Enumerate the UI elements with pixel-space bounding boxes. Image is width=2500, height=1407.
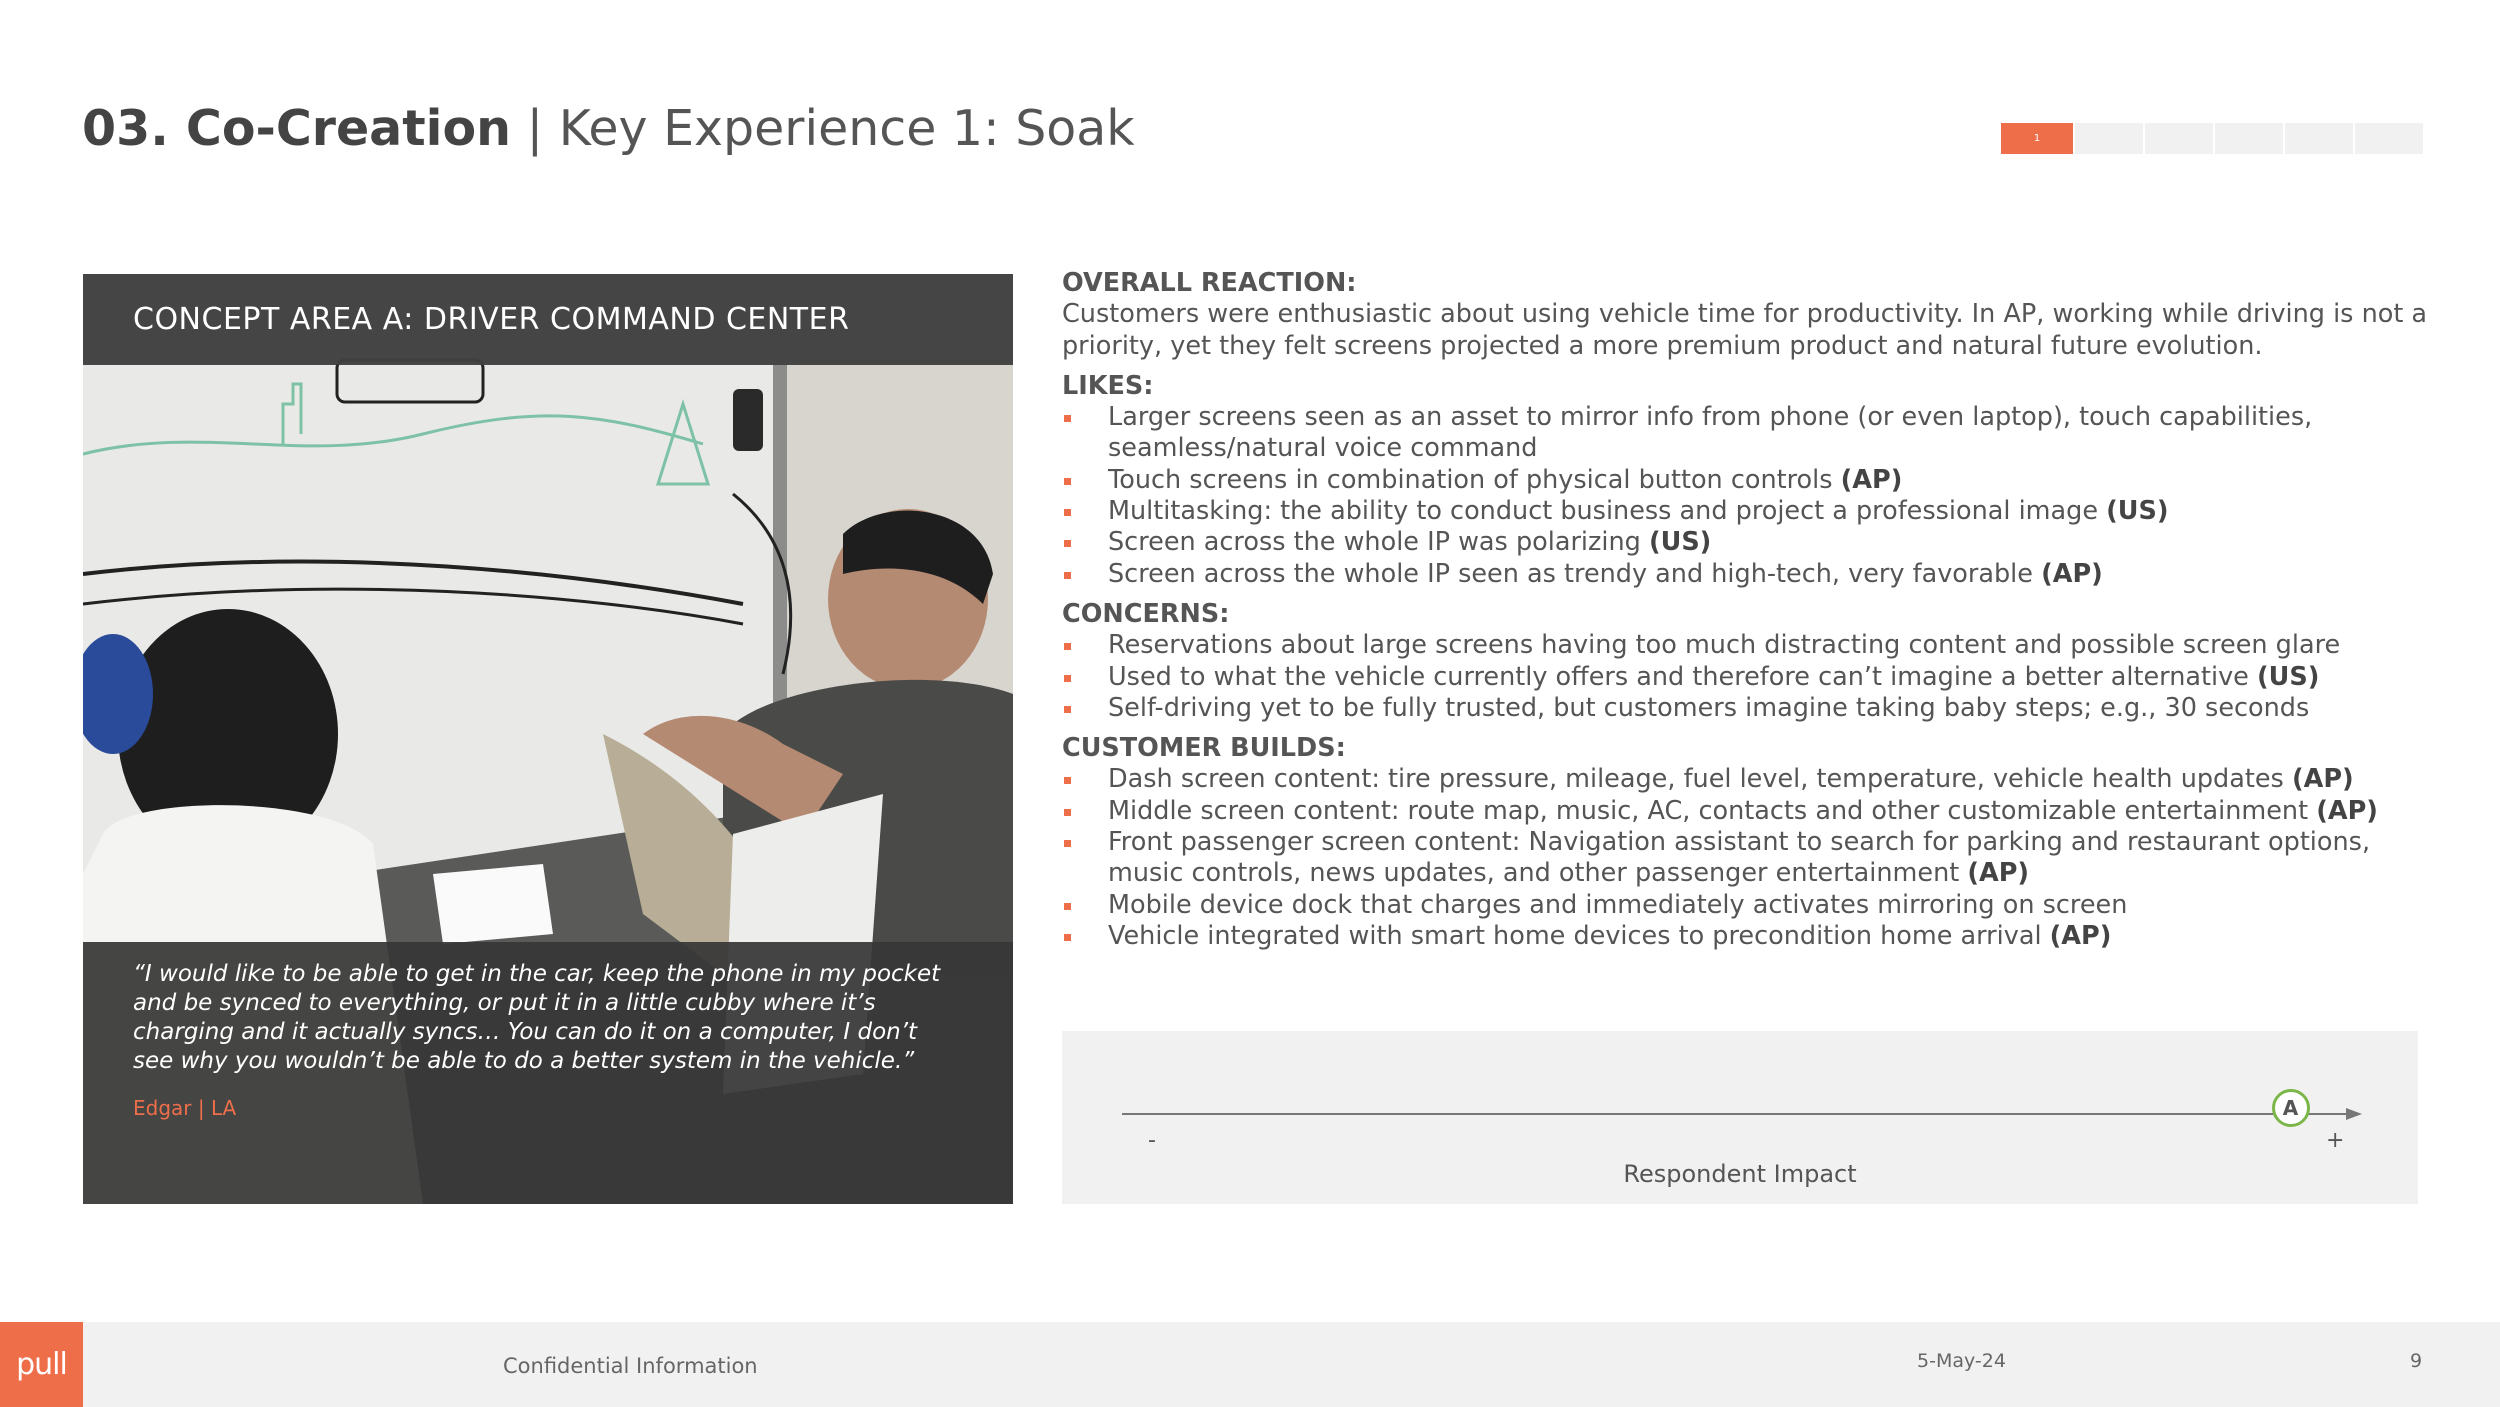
pull-logo: pull bbox=[0, 1322, 83, 1407]
list-item: Touch screens in combination of physical button controls (AP) bbox=[1062, 465, 2442, 496]
title-separator: | bbox=[511, 100, 559, 157]
respondent-quote: “I would like to be able to get in the car, keep the phone in my pocket and be synced to everything, or put it in a little cubby where it’s charging and it actually syncs… You can do it on a computer, I don’t see why you wouldn’t be able to do a better system in the vehicle.” bbox=[133, 961, 941, 1074]
list-item: Reservations about large screens having too much distracting content and possible screen glare bbox=[1062, 630, 2442, 661]
list-item: Self-driving yet to be fully trusted, but customers imagine taking baby steps; e.g., 30 seconds bbox=[1062, 693, 2442, 724]
impact-marker: A bbox=[2272, 1089, 2310, 1127]
progress-segment-1: 1 bbox=[2001, 123, 2073, 154]
impact-axis-label: Respondent Impact bbox=[1623, 1160, 1857, 1188]
list-item: Dash screen content: tire pressure, mileage, fuel level, temperature, vehicle health updates (AP) bbox=[1062, 764, 2442, 795]
progress-segment-3 bbox=[2145, 123, 2213, 154]
progress-segment-2 bbox=[2075, 123, 2143, 154]
respondent-impact-scale bbox=[1062, 1031, 2418, 1204]
progress-segment-5 bbox=[2285, 123, 2353, 154]
impact-plus-label: + bbox=[2326, 1128, 2345, 1153]
builds-list bbox=[1062, 764, 2442, 952]
footer-date: 5-May-24 bbox=[1917, 1350, 2006, 1372]
concept-photo bbox=[83, 274, 1013, 1204]
likes-heading: LIKES: bbox=[1062, 370, 1154, 401]
page-number: 9 bbox=[2410, 1350, 2423, 1372]
title-subtitle: Key Experience 1: Soak bbox=[558, 100, 1135, 157]
confidential-label: Confidential Information bbox=[503, 1354, 758, 1378]
list-item: Vehicle integrated with smart home devices to precondition home arrival (AP) bbox=[1062, 921, 2442, 952]
page-title bbox=[82, 100, 1135, 157]
list-item: Screen across the whole IP seen as trendy and high-tech, very favorable (AP) bbox=[1062, 559, 2442, 590]
progress-tracker bbox=[2001, 123, 2423, 154]
list-item: Screen across the whole IP was polarizing (US) bbox=[1062, 527, 2442, 558]
list-item: Mobile device dock that charges and immediately activates mirroring on screen bbox=[1062, 890, 2442, 921]
list-item: Multitasking: the ability to conduct business and project a professional image (US) bbox=[1062, 496, 2442, 527]
findings-column bbox=[1062, 268, 2442, 952]
list-item: Middle screen content: route map, music, AC, contacts and other customizable entertainment (AP) bbox=[1062, 796, 2442, 827]
quote-box bbox=[83, 942, 1013, 1204]
impact-minus-label: - bbox=[1148, 1128, 1156, 1153]
list-item: Larger screens seen as an asset to mirror info from phone (or even laptop), touch capabilities, seamless/natural voice command bbox=[1062, 402, 2442, 465]
concerns-list bbox=[1062, 630, 2442, 724]
progress-segment-6 bbox=[2355, 123, 2423, 154]
list-item: Front passenger screen content: Navigation assistant to search for parking and restaurant options, music controls, news updates, and other passenger entertainment (AP) bbox=[1062, 827, 2442, 890]
concept-area-header: CONCEPT AREA A: DRIVER COMMAND CENTER bbox=[83, 274, 1013, 365]
overall-text: Customers were enthusiastic about using vehicle time for productivity. In AP, working while driving is not a priority, yet they felt screens projected a more premium product and natural future evolution. bbox=[1062, 299, 2428, 361]
builds-heading: CUSTOMER BUILDS: bbox=[1062, 733, 1346, 764]
progress-segment-4 bbox=[2215, 123, 2283, 154]
likes-list bbox=[1062, 402, 2442, 590]
list-item: Used to what the vehicle currently offers and therefore can’t imagine a better alternative (US) bbox=[1062, 662, 2442, 693]
title-section: 03. Co-Creation bbox=[82, 100, 512, 157]
overall-heading: OVERALL REACTION: bbox=[1062, 268, 1357, 298]
footer bbox=[0, 1322, 2500, 1407]
quote-attribution: Edgar | LA bbox=[133, 1096, 237, 1120]
concerns-heading: CONCERNS: bbox=[1062, 598, 1230, 629]
